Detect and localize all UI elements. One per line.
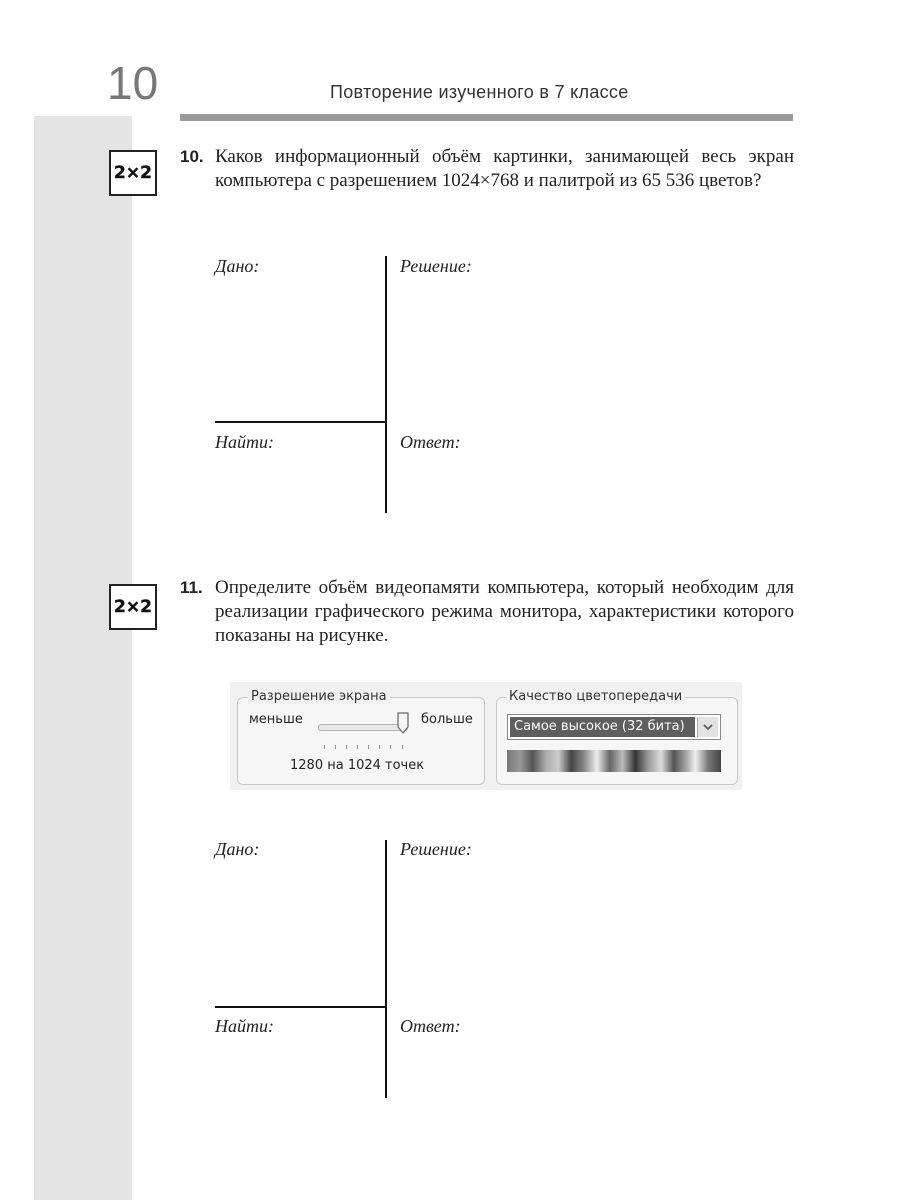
task-11-solution-label: Решение: <box>400 839 472 859</box>
task-10-given-label: Дано: <box>215 256 260 276</box>
slider-tick <box>402 745 403 749</box>
task-10 <box>180 145 794 193</box>
slider-tick <box>357 745 358 749</box>
margin-band <box>34 116 132 1200</box>
slider-tick <box>324 745 325 749</box>
color-quality-group-title: Качество цветопередачи <box>506 689 685 704</box>
resolution-group-title: Разрешение экрана <box>248 689 390 704</box>
task-11-badge: 2×2 <box>109 584 157 630</box>
slider-tick <box>390 745 391 749</box>
task-10-solution-label: Решение: <box>400 256 472 276</box>
task-10-badge: 2×2 <box>109 150 157 196</box>
task-11-vertical-divider <box>385 840 387 1098</box>
page-header-title: Повторение изученного в 7 классе <box>330 82 629 102</box>
color-quality-selected-value: Самое высокое (32 бита) <box>510 717 695 737</box>
slider-tick <box>379 745 380 749</box>
task-10-horizontal-divider <box>215 421 387 423</box>
task-10-number: 10. <box>180 147 204 166</box>
page-number: 10 <box>107 57 159 109</box>
slider-tick <box>346 745 347 749</box>
slider-more-label: больше <box>421 712 473 727</box>
task-11-text: Определите объём видеопамяти компьютера, который необходим для реализации графического режима монитора, характеристики которого показаны на рисунке. <box>215 577 794 646</box>
task-11-find-label: Найти: <box>215 1016 274 1036</box>
resolution-slider[interactable] <box>318 724 408 731</box>
slider-thumb-icon[interactable] <box>397 712 409 734</box>
chevron-down-icon[interactable] <box>697 717 718 737</box>
resolution-value: 1280 на 1024 точек <box>290 758 425 773</box>
task-11-given-label: Дано: <box>215 839 260 859</box>
slider-less-label: меньше <box>249 712 303 727</box>
color-preview-bar <box>507 750 721 772</box>
task-10-vertical-divider <box>385 256 387 513</box>
header-rule <box>180 114 793 121</box>
task-11-answer-label: Ответ: <box>400 1016 461 1036</box>
task-10-answer-label: Ответ: <box>400 432 461 452</box>
task-10-find-label: Найти: <box>215 432 274 452</box>
task-11-number: 11. <box>180 578 203 597</box>
task-10-text: Каков информационный объём картинки, занимающей весь экран компьютера с разрешением 1024×768 и палитрой из 65 536 цветов? <box>215 146 794 191</box>
task-11-horizontal-divider <box>215 1006 387 1008</box>
slider-tick <box>335 745 336 749</box>
slider-tick <box>368 745 369 749</box>
task-11 <box>180 576 794 648</box>
color-quality-select[interactable] <box>507 714 721 740</box>
